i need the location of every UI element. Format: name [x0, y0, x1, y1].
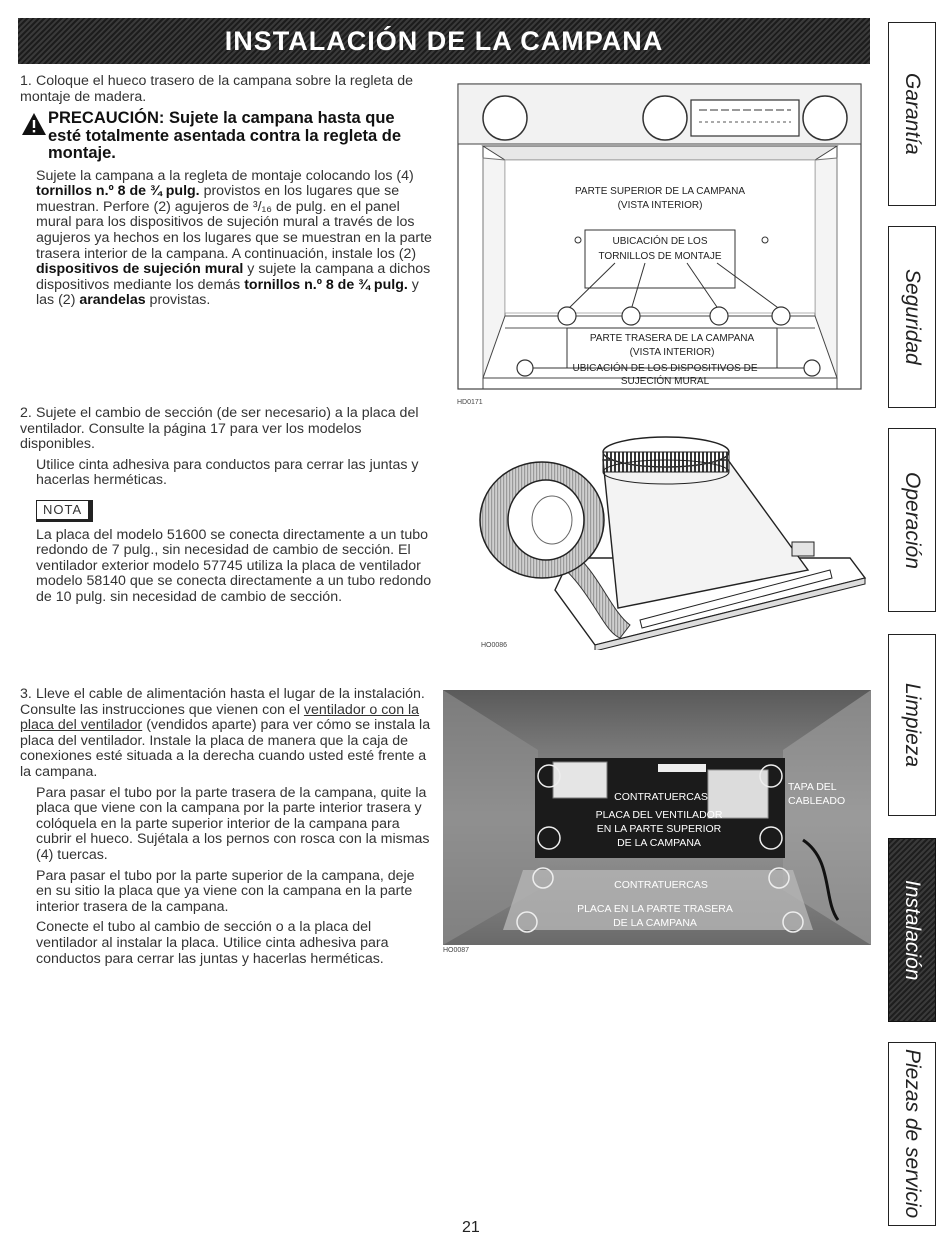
warning-icon	[20, 112, 48, 136]
photo-label-fan-plate-3: DE LA CAMPANA	[617, 837, 701, 849]
tab-label: Garantía	[901, 73, 924, 155]
step-2-number: 2.	[20, 405, 32, 421]
step-1-body-part: y sujete la campana a dichos dispositivos mediante los demás	[36, 261, 431, 293]
transition-duct-tape-illustration	[470, 420, 870, 650]
hood-interior-photo	[443, 690, 871, 945]
tab-label: Seguridad	[901, 269, 924, 365]
step-3	[20, 687, 432, 972]
tab-limpieza[interactable]	[888, 634, 936, 816]
section-title-banner	[18, 18, 870, 64]
step-1-text: Coloque el hueco trasero de la campana sobre la regleta de montaje de madera.	[20, 73, 414, 105]
diagram-label-wall-anchors-2: SUJECIÓN MURAL	[620, 376, 710, 387]
photo-label-wiring-cover: TAPA DEL	[788, 781, 837, 793]
step-2	[20, 406, 432, 611]
screw-location-icon	[622, 307, 640, 325]
step-2-tape-text: Utilice cinta adhesiva para conductos para cerrar las juntas y hacerlas herméticas.	[36, 456, 419, 489]
figure-code: HD0171	[457, 399, 483, 406]
tab-label: Piezas de servicio	[901, 1049, 924, 1219]
note-label: NOTA	[36, 500, 93, 522]
screw-spec: tornillos n.º 8 de ¾ pulg.	[36, 183, 200, 200]
diagram-label-back-view: (VISTA INTERIOR)	[629, 347, 715, 358]
diagram-label-screws: UBICACIÓN DE LOS	[612, 236, 708, 247]
tab-label: Operación	[901, 471, 924, 569]
step-3-text: Lleve el cable de alimentación hasta el lugar de la instalación. Consulte las instrucciones que vienen con el	[20, 686, 425, 718]
tab-piezas-de-servicio[interactable]	[888, 1042, 936, 1226]
diagram-label-top-view: (VISTA INTERIOR)	[617, 200, 703, 211]
tab-label: Instalación	[901, 879, 924, 981]
photo-label-rear-plate: PLACA EN LA PARTE TRASERA	[577, 903, 733, 915]
step-3-connect-text: Conecte el tubo al cambio de sección o a la placa del ventilador al instalar la placa. Utilice cinta adhesiva para conductos para cerrar las juntas y hacerlas herméticas.	[36, 919, 389, 967]
light-fixture-icon	[803, 96, 847, 140]
photo-label-locknuts: CONTRATUERCAS	[614, 791, 708, 803]
step-1-body-part: Sujete la campana a la regleta de montaje colocando los (4)	[36, 167, 414, 184]
tab-seguridad[interactable]	[888, 226, 936, 408]
tab-operacion[interactable]	[888, 428, 936, 612]
diagram-label-back: PARTE TRASERA DE LA CAMPANA	[589, 333, 755, 344]
light-fixture-icon	[483, 96, 527, 140]
step-1-body-part: provistos en los lugares que se muestran. Perfore (2) agujeros de ³/₁₆ de pulg. en el panel mural para los dispositivos de sujeción mural a través de los agujeros ya hechos en los lugares que se muestran en la parte trasera interior de la campana. A continuación, instale los (2)	[36, 183, 432, 262]
photo-label-fan-plate-2: EN LA PARTE SUPERIOR	[596, 823, 722, 835]
figure-code: HO0087	[443, 947, 470, 954]
wall-anchor-icon	[804, 360, 820, 376]
diagram-label-top: PARTE SUPERIOR DE LA CAMPANA	[574, 186, 746, 197]
photo-label-rear-plate-2: DE LA CAMPANA	[613, 917, 697, 929]
photo-label-locknuts-2: CONTRATUERCAS	[614, 879, 708, 891]
wall-anchor-icon	[517, 360, 533, 376]
step-2-text: Sujete el cambio de sección (de ser necesario) a la placa del ventilador. Consulte la página 17 para ver los modelos disponibles.	[20, 405, 419, 453]
tab-garantia[interactable]	[888, 22, 936, 206]
screw-location-icon	[772, 307, 790, 325]
photo-label-fan-plate: PLACA DEL VENTILADOR	[595, 809, 723, 821]
hood-interior-diagram	[455, 78, 865, 400]
washer-term: arandelas	[79, 292, 146, 309]
caution-text: PRECAUCIÓN: Sujete la campana hasta que esté totalmente asentada contra la regleta de montaje.	[48, 109, 402, 163]
step-1	[20, 74, 432, 314]
tab-label: Limpieza	[901, 682, 924, 768]
light-fixture-icon	[643, 96, 687, 140]
screw-spec: tornillos n.º 8 de ¾ pulg.	[244, 276, 408, 293]
diagram-label-wall-anchors: UBICACIÓN DE LOS DISPOSITIVOS DE	[572, 363, 758, 374]
screw-location-icon	[558, 307, 576, 325]
step-3-top-text: Para pasar el tubo por la parte superior de la campana, deje en su sitio la placa que ya viene con la campana en la parte interior trasera de la campana.	[36, 867, 415, 915]
step-1-body-part: provistas.	[145, 292, 211, 309]
wall-anchor-term: dispositivos de sujeción mural	[36, 261, 244, 278]
step-1-body-part: y las (2)	[36, 276, 419, 309]
figure-code: HO0086	[481, 642, 508, 649]
diagram-label-screws-2: TORNILLOS DE MONTAJE	[598, 251, 722, 262]
step-3-text: (vendidos aparte) para ver cómo se instala la placa del ventilador. Instale la placa de manera que la caja de conexiones esté situada a la derecha cuando usted esté frente a la campana.	[20, 717, 431, 780]
step-1-number: 1.	[20, 73, 32, 89]
note-text: La placa del modelo 51600 se conecta directamente a un tubo redondo de 7 pulg., sin necesidad de cambio de sección. El ventilador exterior modelo 57745 utiliza la placa de ventilador modelo 58140 que se conecta directamente a un tubo redondo de 10 pulg. sin necesidad de cambio de sección.	[36, 526, 432, 605]
step-3-number: 3.	[20, 686, 32, 702]
page-number: 21	[462, 1219, 480, 1236]
photo-label-wiring-cover-2: CABLEADO	[788, 795, 846, 807]
caution-block	[20, 110, 432, 163]
screw-location-icon	[710, 307, 728, 325]
fan-plate-reference: ventilador o con la placa del ventilador	[20, 701, 420, 734]
step-3-rear-text: Para pasar el tubo por la parte trasera de la campana, quite la placa que viene con la campana por la parte interior trasera y colóquela en la parte superior interior de la campana para cubrir el hueco. Sujétala a los pernos con rosca con la mismas (4) tuercas.	[36, 784, 430, 863]
tab-instalacion[interactable]	[888, 838, 936, 1022]
section-title: INSTALACIÓN DE LA CAMPANA	[224, 26, 664, 56]
step-1-body	[20, 169, 432, 309]
control-panel-icon	[691, 100, 799, 136]
